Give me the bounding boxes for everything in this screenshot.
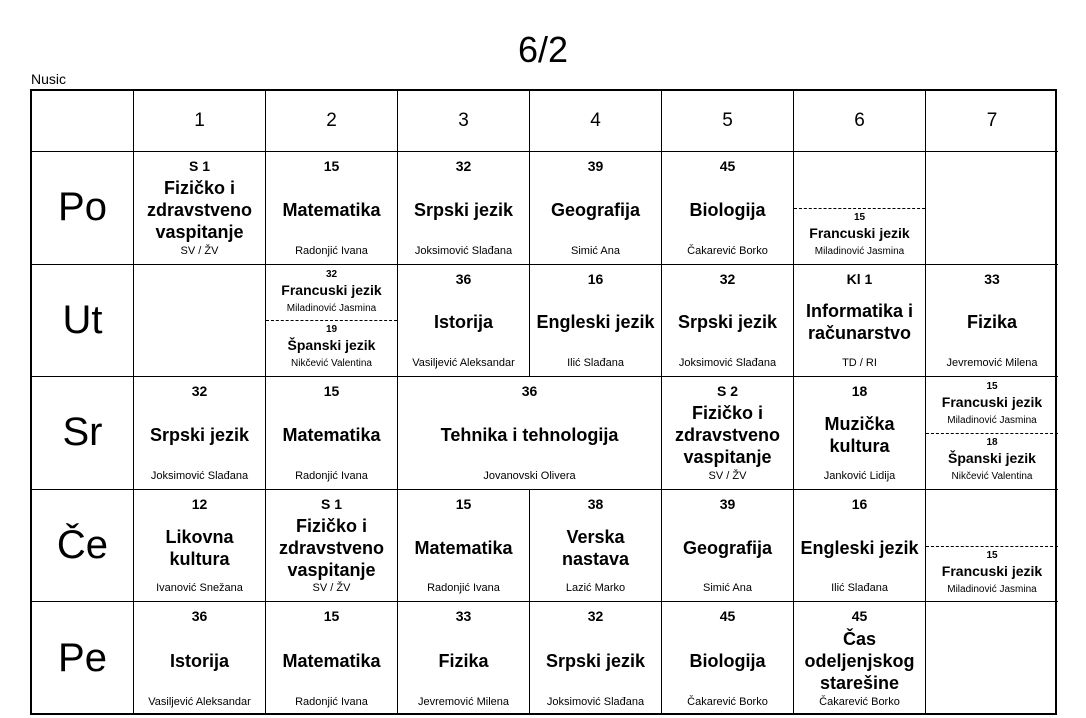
teacher-name: Radonjić Ivana: [295, 244, 368, 257]
subject-name: Fizičko i zdravstveno vaspitanje: [674, 402, 781, 467]
subject-name: Francuski jezik: [941, 394, 1043, 411]
teacher-name: Miladinović Jasmina: [947, 415, 1037, 427]
lesson-cell: [530, 265, 662, 378]
room-number: 15: [455, 495, 472, 512]
teacher-name: SV / ŽV: [312, 582, 351, 595]
subject-name: Geografija: [682, 537, 773, 558]
room-number: 32: [719, 270, 736, 287]
day-label: Sr: [32, 377, 134, 490]
lesson-group-bottom: [926, 433, 1058, 489]
room-number: 33: [984, 270, 1000, 287]
empty-cell: [926, 152, 1058, 265]
lesson-cell: [662, 602, 794, 715]
lesson-cell: [134, 152, 266, 265]
timetable-grid: [30, 89, 1057, 715]
subject-name: Likovna kultura: [165, 526, 234, 569]
lesson-cell: [266, 152, 398, 265]
room-number: 15: [323, 383, 340, 400]
period-header: 2: [266, 91, 398, 152]
room-number: 32: [325, 268, 338, 280]
teacher-name: Simić Ana: [703, 582, 752, 595]
room-number: 38: [587, 495, 604, 512]
subject-name: Srpski jezik: [413, 199, 514, 220]
room-number: 39: [587, 158, 604, 174]
room-number: 32: [587, 608, 604, 625]
room-number: 15: [323, 608, 340, 625]
lesson-group-top: [926, 490, 1058, 547]
lesson-cell: [398, 152, 530, 265]
room-number: 32: [191, 383, 208, 400]
lesson-cell-split: [926, 490, 1058, 603]
subject-name: Fizika: [966, 312, 1018, 333]
room-number: 33: [455, 608, 472, 625]
subject-name: Engleski jezik: [800, 537, 919, 558]
teacher-name: Joksimović Slađana: [678, 357, 777, 370]
day-label: Ut: [32, 265, 134, 378]
subject-name: Fizičko i zdravstveno vaspitanje: [146, 177, 253, 242]
teacher-name: Nikčević Valentina: [951, 470, 1033, 482]
lesson-cell: [266, 377, 398, 490]
teacher-name: Miladinović Jasmina: [947, 583, 1037, 595]
teacher-name: Joksimović Slađana: [546, 695, 645, 708]
subject-name: Informatika i računarstvo: [805, 301, 914, 344]
teacher-name: Janković Lidija: [823, 469, 896, 482]
lesson-cell-split: [794, 152, 926, 265]
room-number: 15: [986, 381, 998, 393]
lesson-cell: [530, 602, 662, 715]
room-number: 16: [587, 270, 604, 287]
lesson-cell: [134, 602, 266, 715]
room-number: 45: [719, 158, 736, 174]
teacher-name: Joksimović Slađana: [414, 244, 513, 257]
teacher-name: Simić Ana: [571, 244, 620, 257]
lesson-cell: [266, 602, 398, 715]
subject-name: Geografija: [550, 199, 641, 220]
room-number: 15: [986, 549, 998, 561]
teacher-name: Joksimović Slađana: [150, 469, 249, 482]
lesson-cell: [530, 152, 662, 265]
subject-name: Muzička kultura: [824, 413, 895, 456]
lesson-cell: [530, 490, 662, 603]
subject-name: Fizika: [438, 650, 489, 671]
lesson-cell: [794, 490, 926, 603]
period-header: 6: [794, 91, 926, 152]
teacher-name: Čakarević Borko: [687, 244, 768, 257]
teacher-name: Čakarević Borko: [687, 695, 768, 708]
room-number: S 1: [188, 158, 210, 174]
room-number: 18: [851, 383, 868, 400]
room-number: Kl 1: [846, 270, 873, 287]
room-number: 18: [986, 436, 998, 448]
teacher-name: TD / RI: [842, 357, 877, 370]
subject-name: Biologija: [689, 199, 766, 220]
teacher-name: SV / ŽV: [180, 244, 219, 257]
teacher-name: Ilić Slađana: [567, 357, 624, 370]
teacher-name: Miladinović Jasmina: [286, 302, 377, 314]
teacher-name: Radonjić Ivana: [295, 469, 368, 482]
room-number: S 1: [320, 495, 342, 512]
subject-name: Španski jezik: [948, 449, 1036, 466]
day-label: Če: [32, 490, 134, 603]
header-corner: [32, 91, 134, 152]
room-number: 45: [851, 608, 868, 625]
subject-name: Tehnika i tehnologija: [440, 424, 619, 445]
lesson-cell: [398, 377, 662, 490]
room-number: 39: [719, 495, 736, 512]
lesson-cell: [794, 377, 926, 490]
subject-name: Istorija: [169, 650, 230, 671]
room-number: 45: [719, 608, 736, 625]
room-number: 36: [521, 383, 538, 400]
teacher-name: Vasiljević Aleksandar: [148, 695, 251, 708]
room-number: 16: [851, 495, 868, 512]
teacher-name: Miladinović Jasmina: [814, 245, 905, 257]
teacher-name: Lazić Marko: [565, 582, 626, 595]
subject-name: Srpski jezik: [545, 650, 646, 671]
lesson-group-top: [266, 265, 397, 322]
subject-name: Srpski jezik: [677, 312, 778, 333]
period-header: 3: [398, 91, 530, 152]
subject-name: Biologija: [689, 650, 766, 671]
class-title: 6/2: [517, 29, 569, 70]
subject-name: Verska nastava: [561, 526, 630, 569]
room-number: 12: [191, 495, 208, 512]
teacher-name: Čakarević Borko: [819, 695, 900, 708]
lesson-group-bottom: [926, 546, 1058, 602]
room-number: 32: [455, 158, 472, 174]
lesson-cell: [398, 490, 530, 603]
lesson-cell-split: [926, 377, 1058, 490]
lesson-cell: [662, 265, 794, 378]
lesson-group-bottom: [266, 320, 397, 376]
room-number: 36: [191, 608, 208, 625]
teacher-name: Ilić Slađana: [831, 582, 888, 595]
subject-name: Matematika: [282, 424, 381, 445]
teacher-name: Jevremović Milena: [417, 695, 510, 708]
teacher-name: Nikčević Valentina: [291, 358, 372, 370]
subject-name: Srpski jezik: [149, 424, 250, 445]
lesson-cell: [794, 602, 926, 715]
lesson-cell: [134, 490, 266, 603]
lesson-group-top: [794, 152, 925, 209]
subject-name: Španski jezik: [287, 337, 376, 354]
room-number: 36: [455, 270, 472, 287]
day-label: Po: [32, 152, 134, 265]
lesson-cell-split: [266, 265, 398, 378]
teacher-name: SV / ŽV: [708, 469, 747, 482]
day-label: Pe: [32, 602, 134, 715]
lesson-cell: [266, 490, 398, 603]
lesson-cell: [662, 152, 794, 265]
teacher-name: Vasiljević Aleksandar: [412, 357, 515, 370]
teacher-name: Radonjić Ivana: [295, 695, 368, 708]
period-header: 5: [662, 91, 794, 152]
lesson-cell: [662, 377, 794, 490]
room-number: 19: [325, 324, 338, 336]
period-header: 1: [134, 91, 266, 152]
room-number: 15: [853, 211, 866, 223]
subject-name: Francuski jezik: [941, 562, 1043, 579]
teacher-name: Jevremović Milena: [946, 357, 1038, 370]
lesson-cell: [398, 265, 530, 378]
lesson-cell: [926, 265, 1058, 378]
subject-name: Čas odeljenjskog starešine: [804, 628, 915, 693]
subject-name: Matematika: [414, 537, 513, 558]
lesson-cell: [662, 490, 794, 603]
lesson-cell: [398, 602, 530, 715]
empty-cell: [134, 265, 266, 378]
subject-name: Engleski jezik: [536, 312, 655, 333]
room-number: 15: [323, 158, 340, 174]
subject-name: Francuski jezik: [809, 224, 910, 241]
subject-name: Francuski jezik: [281, 281, 382, 298]
teacher-name: Ivanović Snežana: [156, 582, 243, 595]
subject-name: Fizičko i zdravstveno vaspitanje: [278, 515, 385, 580]
period-header: 4: [530, 91, 662, 152]
period-header: 7: [926, 91, 1058, 152]
subject-name: Istorija: [433, 312, 494, 333]
subject-name: Matematika: [282, 650, 381, 671]
lesson-cell: [794, 265, 926, 378]
school-name: Nusic: [31, 71, 67, 87]
lesson-cell: [134, 377, 266, 490]
teacher-name: Radonjić Ivana: [427, 582, 500, 595]
room-number: S 2: [716, 383, 738, 400]
lesson-group-top: [926, 377, 1058, 434]
teacher-name: Jovanovski Olivera: [483, 469, 576, 482]
subject-name: Matematika: [282, 199, 381, 220]
lesson-group-bottom: [794, 208, 925, 264]
empty-cell: [926, 602, 1058, 715]
